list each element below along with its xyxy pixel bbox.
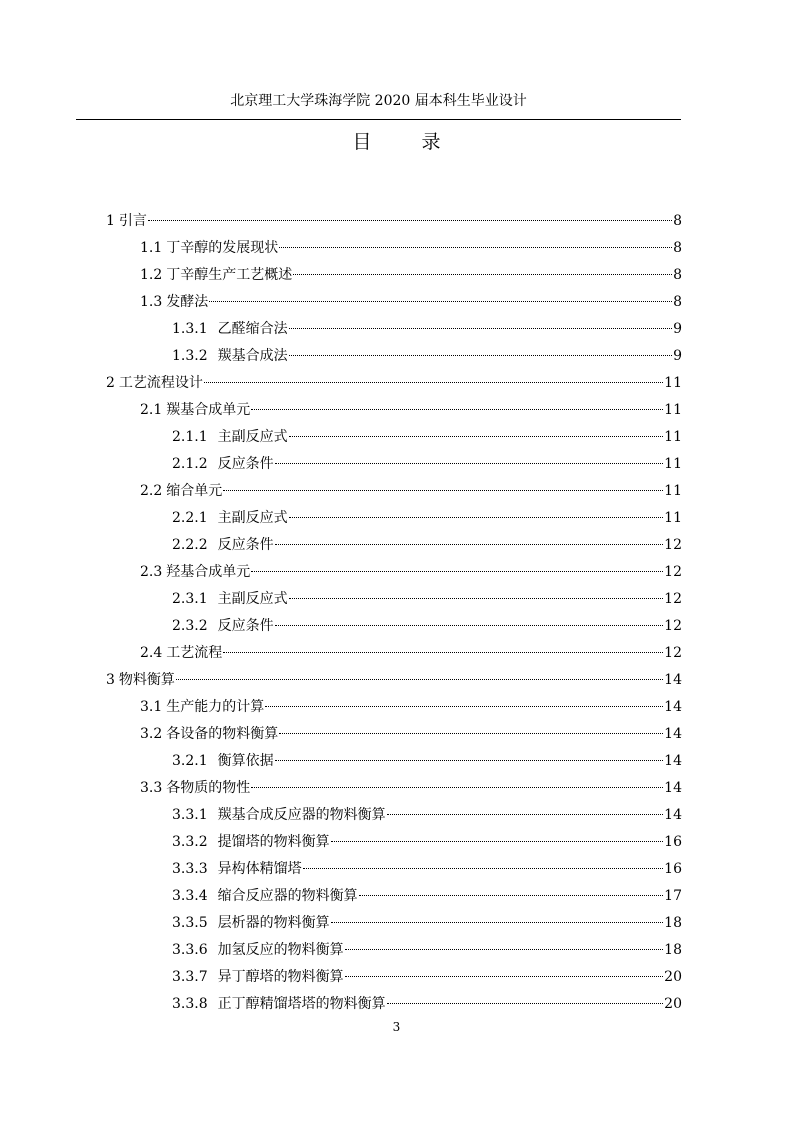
toc-leader-dots — [303, 868, 664, 869]
toc-entry[interactable] — [172, 316, 682, 342]
toc-entry-number: 2.3 — [140, 564, 163, 580]
toc-entry-number: 3.3.5 — [172, 915, 208, 931]
toc-leader-dots — [293, 274, 672, 275]
toc-leader-dots — [251, 787, 663, 788]
toc-entry[interactable] — [106, 208, 682, 234]
toc-entry[interactable] — [172, 586, 682, 612]
toc-leader-dots — [176, 679, 663, 680]
toc-leader-dots — [204, 382, 663, 383]
toc-entry-title: 丁辛醇的发展现状 — [166, 240, 279, 256]
toc-entry-title: 反应条件 — [217, 537, 274, 553]
toc-entry-number: 3.3.4 — [172, 888, 208, 904]
toc-leader-dots — [331, 922, 664, 923]
toc-leader-dots — [251, 409, 663, 410]
toc-entry-page: 11 — [664, 483, 682, 499]
toc-entry[interactable] — [172, 802, 682, 828]
toc-entry[interactable] — [106, 370, 682, 396]
toc-entry-page: 11 — [664, 402, 682, 418]
toc-leader-dots — [279, 733, 663, 734]
toc-entry-title: 反应条件 — [217, 618, 274, 634]
toc-leader-dots — [275, 463, 664, 464]
toc-entry[interactable] — [140, 289, 682, 315]
toc-entry-title: 羰基合成单元 — [166, 402, 251, 418]
toc-entry-page: 11 — [664, 375, 682, 391]
toc-entry-number: 3.2 — [140, 726, 163, 742]
toc-entry-title: 各设备的物料衡算 — [166, 726, 279, 742]
toc-entry-number: 3.1 — [140, 699, 163, 715]
toc-entry[interactable] — [140, 478, 682, 504]
toc-leader-dots — [289, 355, 672, 356]
toc-entry-page: 17 — [664, 888, 682, 904]
toc-entry-page: 12 — [664, 564, 682, 580]
toc-entry-number: 2.2.1 — [172, 510, 208, 526]
toc-entry-title: 异构体精馏塔 — [217, 861, 302, 877]
toc-entry[interactable] — [140, 694, 682, 720]
toc-entry-number: 3.3 — [140, 780, 163, 796]
toc-entry[interactable] — [172, 856, 682, 882]
toc-entry[interactable] — [172, 883, 682, 909]
toc-leader-dots — [275, 544, 664, 545]
toc-entry-number: 2.1.1 — [172, 429, 208, 445]
running-header: 北京理工大学珠海学院 2020 届本科生毕业设计 — [230, 93, 527, 109]
toc-leader-dots — [265, 706, 663, 707]
toc-entry-page: 20 — [664, 969, 682, 985]
toc-entry-title: 主副反应式 — [217, 429, 288, 445]
toc-entry-page: 18 — [664, 942, 682, 958]
toc-entry[interactable] — [172, 991, 682, 1017]
toc-leader-dots — [289, 436, 664, 437]
toc-leader-dots — [289, 598, 664, 599]
toc-entry-number: 3.3.2 — [172, 834, 208, 850]
toc-entry-title: 丁辛醇生产工艺概述 — [166, 267, 293, 283]
toc-entry-number: 3.3.8 — [172, 996, 208, 1012]
toc-entry-title: 工艺流程 — [166, 645, 223, 661]
toc-entry[interactable] — [140, 775, 682, 801]
toc-entry-title: 加氢反应的物料衡算 — [217, 942, 344, 958]
toc-entry-number: 3.3.7 — [172, 969, 208, 985]
toc-leader-dots — [387, 1003, 664, 1004]
toc-entry-page: 11 — [664, 429, 682, 445]
toc-entry[interactable] — [172, 424, 682, 450]
toc-entry-number: 2.4 — [140, 645, 163, 661]
toc-entry[interactable] — [172, 505, 682, 531]
toc-entry-title: 各物质的物性 — [166, 780, 251, 796]
toc-entry-title: 发酵法 — [166, 294, 209, 310]
toc-entry-title: 工艺流程设计 — [118, 375, 203, 391]
toc-entry-title: 反应条件 — [217, 456, 274, 472]
toc-entry-page: 11 — [664, 456, 682, 472]
toc-entry-number: 1.1 — [140, 240, 163, 256]
toc-entry-number: 1.2 — [140, 267, 163, 283]
toc-entry-page: 12 — [664, 537, 682, 553]
toc-entry-title: 引言 — [118, 213, 147, 229]
toc-entry[interactable] — [172, 613, 682, 639]
toc-entry-title: 主副反应式 — [217, 591, 288, 607]
toc-entry-number: 3.3.1 — [172, 807, 208, 823]
toc-entry-title: 缩合单元 — [166, 483, 223, 499]
toc-entry-number: 3.3.6 — [172, 942, 208, 958]
toc-entry-page: 14 — [664, 807, 682, 823]
toc-entry-page: 11 — [664, 510, 682, 526]
toc-entry-title: 羰基合成法 — [217, 348, 288, 364]
toc-leader-dots — [331, 841, 664, 842]
toc-entry-page: 12 — [664, 645, 682, 661]
toc-entry-title: 衡算依据 — [217, 753, 274, 769]
toc-leader-dots — [279, 247, 672, 248]
toc-entry-page: 14 — [664, 753, 682, 769]
toc-entry[interactable] — [172, 910, 682, 936]
toc-entry-page: 9 — [673, 348, 682, 364]
toc-entry[interactable] — [106, 667, 682, 693]
toc-entry-number: 2.1 — [140, 402, 163, 418]
toc-entry-title: 羰基合成反应器的物料衡算 — [217, 807, 386, 823]
toc-entry[interactable] — [172, 964, 682, 990]
toc-leader-dots — [345, 949, 664, 950]
toc-entry[interactable] — [140, 559, 682, 585]
toc-entry[interactable] — [172, 829, 682, 855]
toc-leader-dots — [275, 760, 664, 761]
toc-entry-number: 1.3.2 — [172, 348, 208, 364]
toc-leader-dots — [223, 490, 663, 491]
header-rule — [76, 119, 681, 120]
toc-entry[interactable] — [140, 397, 682, 423]
toc-entry-page: 14 — [664, 699, 682, 715]
toc-entry-title: 正丁醇精馏塔塔的物料衡算 — [217, 996, 386, 1012]
toc-entry[interactable] — [172, 937, 682, 963]
toc-entry-number: 2 — [106, 375, 115, 391]
toc-entry-title: 层析器的物料衡算 — [217, 915, 330, 931]
toc-entry-page: 20 — [664, 996, 682, 1012]
toc-entry-number: 3 — [106, 672, 115, 688]
toc-entry[interactable] — [172, 748, 682, 774]
toc-leader-dots — [345, 976, 664, 977]
toc-entry-number: 2.2.2 — [172, 537, 208, 553]
toc-entry-page: 12 — [664, 591, 682, 607]
toc-entry-number: 2.3.1 — [172, 591, 208, 607]
toc-entry[interactable] — [172, 451, 682, 477]
toc-entry-page: 8 — [673, 267, 682, 283]
toc-entry-number: 2.1.2 — [172, 456, 208, 472]
toc-entry-title: 主副反应式 — [217, 510, 288, 526]
toc-entry[interactable] — [172, 532, 682, 558]
toc-entry-page: 12 — [664, 618, 682, 634]
toc-entry[interactable] — [140, 235, 682, 261]
toc-entry-title: 异丁醇塔的物料衡算 — [217, 969, 344, 985]
toc-entry-title: 缩合反应器的物料衡算 — [217, 888, 358, 904]
toc-leader-dots — [289, 517, 664, 518]
toc-entry-title: 羟基合成单元 — [166, 564, 251, 580]
toc-entry-number: 2.2 — [140, 483, 163, 499]
toc-entry-title: 物料衡算 — [118, 672, 175, 688]
toc-entry-title: 乙醛缩合法 — [217, 321, 288, 337]
page-number: 3 — [392, 1020, 401, 1034]
toc-entry-page: 8 — [673, 294, 682, 310]
toc-entry-number: 1.3.1 — [172, 321, 208, 337]
toc-entry-number: 3.2.1 — [172, 753, 208, 769]
toc-entry-page: 14 — [664, 672, 682, 688]
toc-entry-page: 16 — [664, 861, 682, 877]
toc-entry-page: 18 — [664, 915, 682, 931]
toc-entry[interactable] — [140, 262, 682, 288]
toc-entry-page: 9 — [673, 321, 682, 337]
toc-entry-number: 1 — [106, 213, 115, 229]
toc-leader-dots — [251, 571, 663, 572]
toc-entry-number: 2.3.2 — [172, 618, 208, 634]
toc-title: 目 录 — [352, 131, 463, 153]
toc-leader-dots — [359, 895, 664, 896]
toc-leader-dots — [223, 652, 663, 653]
toc-entry-title: 生产能力的计算 — [166, 699, 265, 715]
toc-entry[interactable] — [172, 343, 682, 369]
toc-entry-number: 1.3 — [140, 294, 163, 310]
toc-entry[interactable] — [140, 640, 682, 666]
toc-entry-page: 14 — [664, 726, 682, 742]
toc-leader-dots — [387, 814, 664, 815]
toc-entry-page: 8 — [673, 213, 682, 229]
toc-leader-dots — [209, 301, 672, 302]
toc-leader-dots — [275, 625, 664, 626]
toc-entry-page: 8 — [673, 240, 682, 256]
toc-entry-title: 提馏塔的物料衡算 — [217, 834, 330, 850]
toc-entry-page: 16 — [664, 834, 682, 850]
toc-entry[interactable] — [140, 721, 682, 747]
toc-leader-dots — [148, 220, 672, 221]
toc-leader-dots — [289, 328, 672, 329]
toc-entry-number: 3.3.3 — [172, 861, 208, 877]
toc-entry-page: 14 — [664, 780, 682, 796]
